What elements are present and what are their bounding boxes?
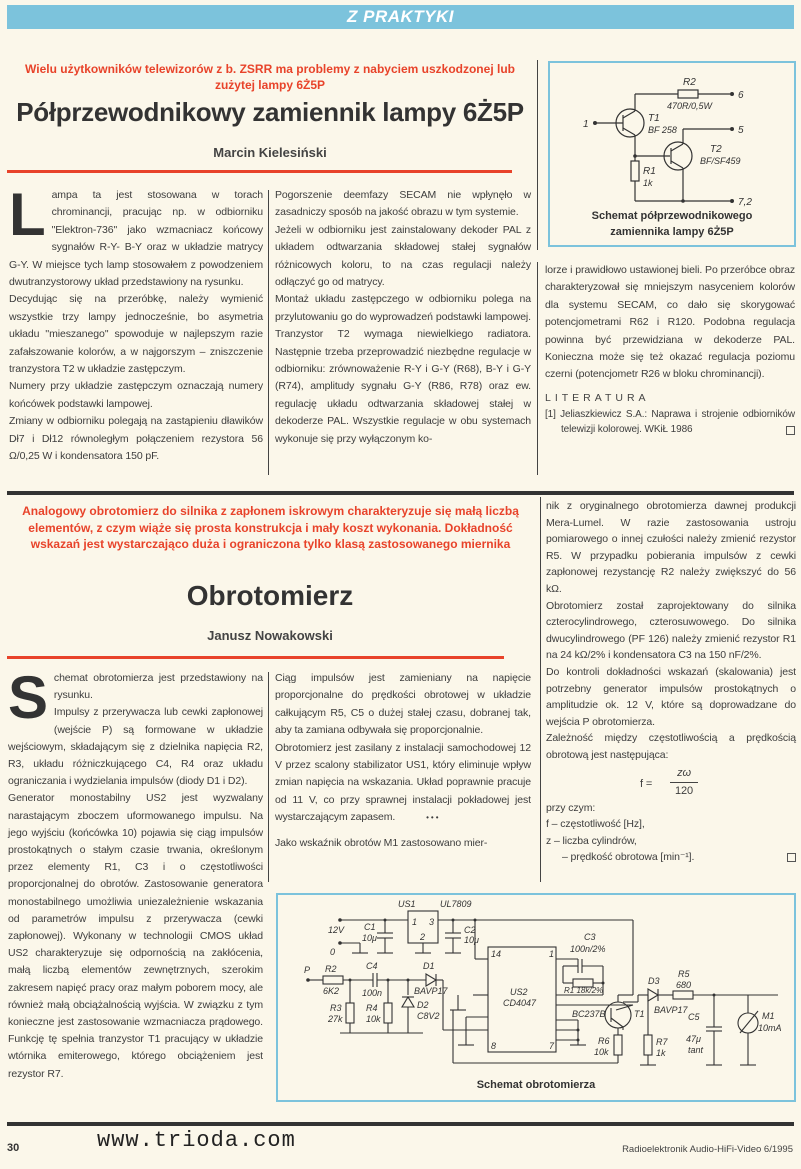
label-r2-value: 470R/0,5W [667, 101, 713, 111]
article1-column-3 [545, 262, 795, 437]
label-r3-value: 27k [328, 1014, 343, 1024]
label-r4: R4 [366, 1003, 378, 1013]
label-r5-value: 680 [676, 980, 692, 990]
label-bc237b: BC237B [572, 1009, 606, 1019]
page-number: 30 [7, 1142, 20, 1154]
formula-numerator: zω [677, 766, 691, 779]
article1-column-1 [9, 181, 263, 466]
paragraph: ampa ta jest stosowana w torach chrominancji, pracując np. w odbiorniku "Elektron-736" jako wzmacniacz końcowy sygnałów R-Y- B-Y oraz w układzie matrycy G-Y. W miejsce tych lamp stosowałem z powodzeniem dwutranzystorowy układ przedstawiony na rysunku. [9, 189, 263, 289]
label-pin: 2 [420, 932, 426, 942]
label-pin: 1 [412, 917, 418, 927]
section-separator: • • • [426, 813, 439, 823]
label-m1: M1 [762, 1011, 775, 1021]
resistor-r2 [678, 90, 698, 98]
label-d2-value: C8V2 [417, 1011, 440, 1021]
formula-fraction-bar [670, 782, 698, 783]
footer-rule [7, 1122, 794, 1126]
label-us1-value: UL7809 [440, 899, 472, 909]
label-c5-type: tant [688, 1045, 704, 1055]
paragraph: Do kontroli dokładności wskazań (skalowania) jest potrzebny generator impulsów prostokątnych o amplitudzie ok. 12 V, które są doprowadzane do wejścia P obrotomierza. [546, 665, 796, 728]
article2-column-3 [546, 498, 796, 866]
label-us2: US2 [510, 987, 528, 997]
resistor-r5 [673, 991, 693, 999]
label-d3-value: BAVP17 [654, 1005, 688, 1015]
paragraph: chemat obrotomierza jest przedstawiony na rysunku. [53, 672, 263, 702]
label-pin1: 1 [549, 949, 555, 959]
label-r1: R1 18k/2% [564, 986, 604, 995]
label-r1: R1 [643, 166, 656, 177]
paragraph: Obrotomierz został zaprojektowany do silnika czterocylindrowego, czterosuwowego. Do silnika dwucylindrowego (PF 126) należy zmienić rezystor R1 na 24 kΩ/2% i kondensatora C3 na 150 nF/2%. [546, 599, 796, 662]
formula-denominator: 120 [674, 784, 694, 797]
formula [546, 768, 796, 800]
column-divider [537, 262, 538, 475]
label-m1-value: 10mA [758, 1023, 782, 1033]
definition [546, 849, 796, 866]
label-pin: 3 [429, 917, 435, 927]
resistor-r4 [384, 1003, 392, 1023]
end-of-article-mark [787, 853, 796, 862]
literature-heading: LITERATURA [545, 391, 650, 404]
schematic-6z5p [550, 63, 794, 208]
paragraph: lorze i prawidłowo ustawionej bieli. Po przeróbce obraz charakteryzował się mniejszym nasyceniem kolorów dla systemu SECAM, co dało się skorygować potencjometrami R62 i R120. Podobna regulacja powinna być przewidziana w dekoderze PAL. Konieczna może się też okazać regulacja poziomu czerni (potencjometr R26 w bloku chrominancji). [545, 264, 795, 381]
label-c2-value: 10μ [464, 935, 479, 945]
label-c1-value: 10μ [362, 933, 377, 943]
label-pin8: 8 [491, 1041, 497, 1051]
label-us1: US1 [398, 899, 416, 909]
section-title: Z PRAKTYKI [347, 7, 454, 26]
article1-rule [7, 170, 512, 173]
resistor-r7 [644, 1035, 652, 1055]
definition: z – liczba cylindrów, [546, 834, 637, 847]
label-pin7: 7 [549, 1041, 555, 1051]
article2-author: Janusz Nowakowski [207, 628, 333, 643]
label-t1: T1 [634, 1009, 645, 1019]
article1-title: Półprzewodnikowy zamiennik lampy 6Ż5P [16, 97, 524, 127]
paragraph: Zmiany w odbiorniku polegają na zastąpieniu dławików Dł7 i Dł12 równoległym połączeniem rezystora 56 Ω/0,25 W i kondensatora 150 pF. [9, 415, 263, 463]
resistor-r6 [614, 1035, 622, 1055]
label-r3: R3 [330, 1003, 342, 1013]
label-c2: C2 [464, 925, 476, 935]
where-label: przy czym: [546, 801, 596, 814]
label-r2-value: 6K2 [323, 986, 340, 996]
column-divider [540, 497, 541, 882]
column-divider [537, 60, 538, 250]
resistor-r1 [631, 161, 639, 181]
dropcap: L [9, 181, 46, 248]
label-p: P [304, 965, 311, 975]
label-r7-value: 1k [656, 1048, 666, 1058]
label-t1-value: BF 258 [648, 125, 677, 135]
figure-6z5p-schematic [548, 61, 796, 247]
paragraph: Decydując się na przeróbkę, należy wymienić wszystkie trzy lampy jednocześnie, bo asymetria układu ''mieszanego'' spowoduje w najlepszym razie zafałszowanie kolorów, a w najgorszym – zniszczenie tranzystora T2 w układzie zastępczym. [9, 293, 263, 376]
label-pin72: 7,2 [738, 197, 752, 208]
paragraph: Generator monostabilny US2 jest wyzwalany narastającym zboczem uformowanego impulsu. Na jego wyjściu (końcówka 10) pojawia się ciąg impulsów prostokątnych o stałym czasie trwania, określonym przez elementy R1, C3 i o częstotliwości proporcjonalnej do obrotów. Zastosowanie generatora monostabilnego umożliwia uniezależnienie wskazania od parametrów impulsu z przerywacza (cewki zapłonowej). Wykonany w technologii CMOS układ US2 charakteryzuje się odpornością na zakłócenia, małą liczbą elementów zewnętrznych, szerokim zakresem napięć pracy oraz małym poborem mocy, ale również małą obciążalnością wyjścia. W związku z tym konieczne jest zastosowanie wzmacniacza prądowego. Funkcję tę spełnia tranzystor T1 pracujący w układzie wtórnika emiterowego, którego obciążeniem jest rezystor R7. [8, 792, 263, 1080]
label-r6-value: 10k [594, 1047, 609, 1057]
formula-lhs: f = [640, 777, 653, 790]
paragraph: Zależność między częstotliwością a prędkością obrotową jest następująca: [546, 732, 796, 761]
label-c4: C4 [366, 961, 378, 971]
label-d3: D3 [648, 976, 660, 986]
label-d1-value: BAVP17 [414, 986, 448, 996]
schematic-tachometer [278, 895, 794, 1075]
label-t2-value: BF/SF459 [700, 156, 741, 166]
label-pin6: 6 [738, 90, 744, 101]
label-us2-value: CD4047 [503, 998, 537, 1008]
article2-lead: Analogowy obrotomierz do silnika z zapłonem iskrowym charakteryzuje się małą liczbą elementów, z czym wiąże się prosta konstrukcja i mały koszt wykonania. Dokładność wskazań jest wystarczająco duża i ograniczona tylko klasą zastosowanego miernika [22, 504, 519, 551]
literature-item [545, 407, 795, 437]
label-pin14: 14 [491, 949, 502, 959]
article1-column-2 [275, 187, 531, 448]
paragraph: Ciąg impulsów jest zamieniany na napięcie proporcjonalne do prędkości obrotowej w układzie całkującym R5, C5 o dużej stałej czasu, dobranej tak, aby ta zamiana odbywała się proporcjonalnie. [275, 672, 531, 737]
article2-title: Obrotomierz [186, 580, 354, 611]
paragraph: Jako wskaźnik obrotów M1 zastosowano mier- [275, 836, 488, 849]
figure-tachometer-schematic [276, 893, 796, 1102]
label-pin1: 1 [583, 119, 589, 130]
label-d1: D1 [423, 961, 435, 971]
label-r5: R5 [678, 969, 690, 979]
paragraph: Impulsy z przerywacza lub cewki zapłonowej (wejście P) są formowane w układzie wejściowym, składającym się z dzielnika napięcia R2, R3, układu różniczkującego C4, R4 oraz układu ograniczania i wydzielania impulsów (diody D1 i D2). [8, 706, 263, 788]
paragraph: Pogorszenie deemfazy SECAM nie wpłynęło w zasadniczy sposób na jakość obrazu w tym systemie. [275, 189, 531, 219]
label-c4-value: 100n [362, 988, 383, 998]
column-divider [268, 190, 269, 475]
label-c5-value: 47μ [686, 1034, 701, 1044]
article-separator [7, 491, 794, 495]
label-r2: R2 [325, 964, 337, 974]
resistor-r3 [346, 1003, 354, 1023]
article2-rule [7, 656, 504, 659]
article1-lead: Wielu użytkowników telewizorów z b. ZSRR ma problemy z nabyciem uszkodzonej lub zużytej lampy 6Ż5P [25, 62, 515, 92]
paragraph: Jeżeli w odbiorniku jest zainstalowany dekoder PAL z układem odtwarzania składowej stałej sygnałów różnicowych koloru, to na czas regulacji należy odłączyć go od matrycy. [275, 223, 531, 289]
article2-column-1 [8, 664, 263, 1083]
label-r4-value: 10k [366, 1014, 381, 1024]
watermark-url[interactable]: www.trioda.com [97, 1128, 296, 1153]
paragraph: nik z oryginalnego obrotomierza dawnej produkcji Mera-Lumel. W razie zastosowania ustroju pomiarowego o innej czułości należy zmienić rezystor R5. W przypadku pobierania impulsów z cewki zapłonowej rezystancję R2 należy zwiększyć do 56 kΩ. [546, 500, 796, 595]
label-c5: C5 [688, 1012, 700, 1022]
article2-column-2 [275, 670, 531, 852]
paragraph: Montaż układu zastępczego w odbiorniku polega na przylutowaniu go do wyprowadzeń podstawki lampowej. Tranzystor T2 wymaga niewielkiego radiatora. Następnie trzeba przeprowadzić niezbędne regulacje w odbiorniku: zrównoważenie R-Y i G-Y (R68), B-Y i G-Y (R74), amplitudy sygnału G-Y (R86, R78) oraz ew. regulację układu odtwarzania składowej stałej w dekoderze PAL. Wszystkie regulacje w obu systemach wykonuje się przy wyłączonym ko- [275, 293, 531, 445]
column-divider [268, 672, 269, 882]
label-12v: 12V [328, 925, 345, 935]
label-d2: D2 [417, 1000, 429, 1010]
paragraph: Numery przy układzie zastępczym oznaczają numery końcówek podstawki lampowej. [9, 380, 263, 410]
label-pin5: 5 [738, 125, 744, 136]
label-r6: R6 [598, 1036, 610, 1046]
definition: f – częstotliwość [Hz], [546, 818, 645, 831]
magazine-issue: Radioelektronik Audio-HiFi-Video 6/1995 [622, 1144, 793, 1155]
label-r2: R2 [683, 77, 696, 88]
paragraph: Obrotomierz jest zasilany z instalacji samochodowej 12 V przez scalony stabilizator US1, który eliminuje wpływ zmian napięcia na wskazania. Układ poprawnie pracuje od 11 V, co przy sprawnej instalacji pokładowej jest wystarczającym zapasem. [275, 741, 531, 824]
end-of-article-mark [786, 426, 795, 435]
label-c1: C1 [364, 922, 376, 932]
transistor-t1 [605, 1002, 631, 1028]
label-r7: R7 [656, 1037, 668, 1047]
literature-text: [1] Jeliaszkiewicz S.A.: Naprawa i strojenie odbiorników telewizji kolorowej. WKiŁ 1986 [545, 409, 795, 436]
label-r1-value: 1k [643, 178, 653, 188]
dropcap: S [8, 664, 48, 731]
resistor-r2 [323, 976, 343, 984]
label-t2: T2 [710, 144, 722, 155]
figure-caption: Schemat półprzewodnikowego zamiennika lampy 6Ż5P [591, 210, 753, 238]
article1-author: Marcin Kielesiński [213, 145, 327, 160]
label-c3: C3 [584, 932, 596, 942]
label-t1: T1 [648, 113, 660, 124]
figure-caption: Schemat obrotomierza [476, 1079, 596, 1091]
definition-text: – prędkość obrotowa [min⁻¹]. [562, 851, 695, 864]
label-c3-value: 100n/2% [570, 944, 606, 954]
label-0v: 0 [330, 947, 336, 957]
